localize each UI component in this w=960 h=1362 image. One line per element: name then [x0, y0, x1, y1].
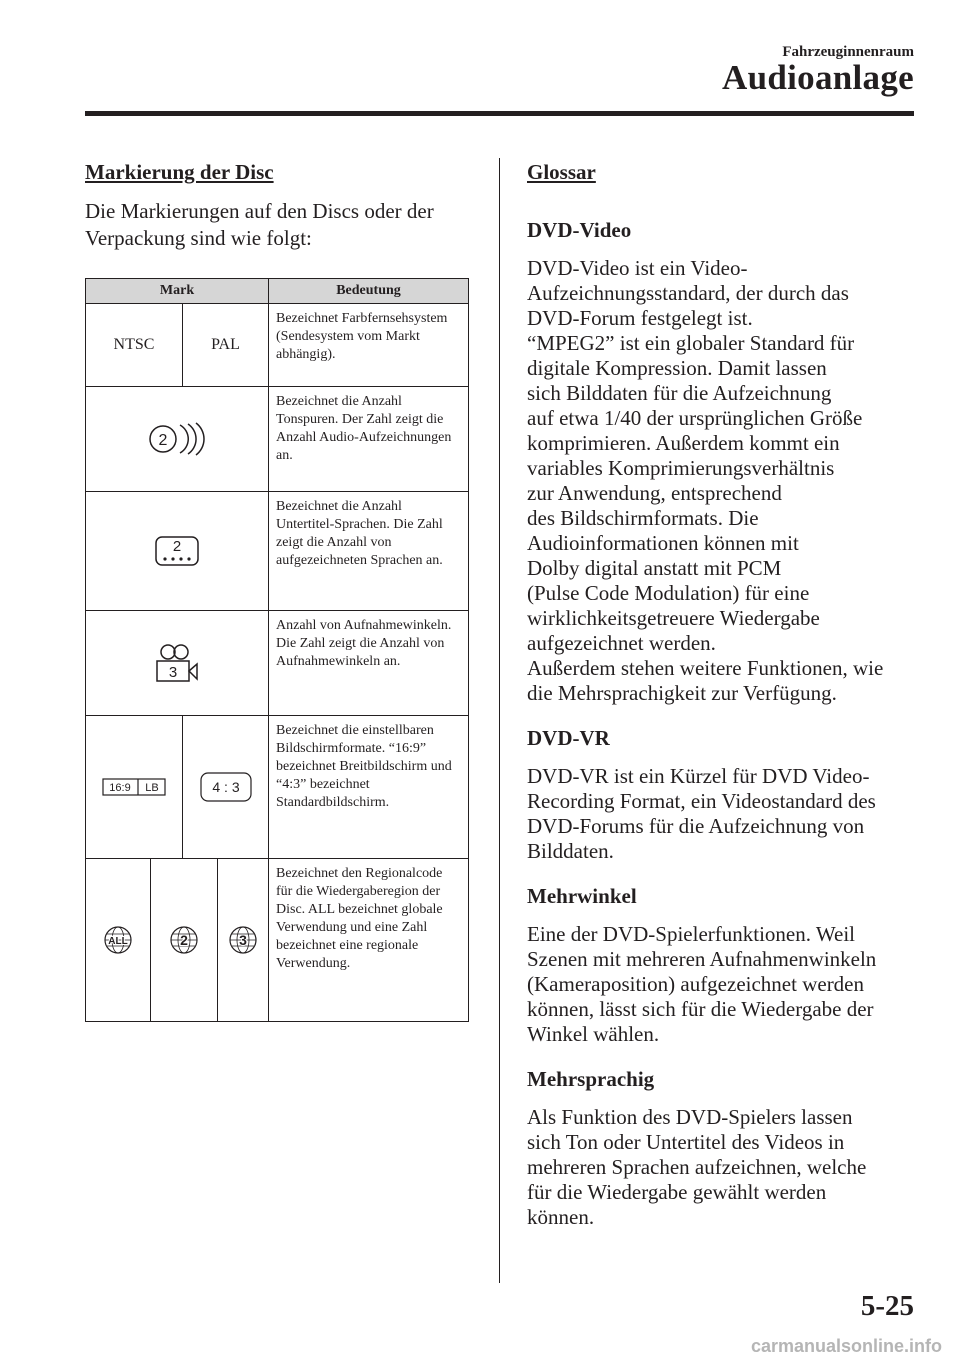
table-row: [86, 859, 469, 1022]
subtitle-icon: [153, 534, 201, 568]
region-2-text: 2: [180, 932, 188, 948]
header-section-label: Fahrzeuginnenraum: [782, 44, 914, 60]
standard-ratio-text: 4 : 3: [211, 779, 240, 795]
table-row: [86, 492, 469, 611]
column-divider: [499, 158, 500, 1283]
mark-cell: [86, 716, 269, 859]
mark-description: Bezeichnet den Regionalcode für die Wiedergaberegion der Disc. ALL bezeichnet globale Verwendung und eine Zahl bezeichnet eine regionale Verwendung.: [269, 859, 469, 1022]
region-all-text: ALL: [108, 936, 128, 947]
mark-cell: [86, 859, 269, 1022]
region-2-globe-icon: [168, 924, 200, 956]
glossary-term: DVD-Video: [527, 218, 632, 242]
mark-description: Anzahl von Aufnahmewinkeln. Die Zahl zeigt die Anzahl von Aufnahmewinkeln an.: [269, 611, 469, 716]
header-rule: [85, 111, 914, 116]
disc-marks-table: [85, 278, 469, 1022]
mark-cell: [86, 611, 269, 716]
mark-cell: [86, 387, 269, 492]
header-title: Audioanlage: [722, 58, 914, 97]
header-meaning: Bedeutung: [269, 279, 469, 304]
mark-widescreen: [86, 716, 183, 858]
glossary-term: DVD-VR: [527, 726, 610, 750]
camera-angle-icon: [151, 641, 203, 685]
subtitle-number: 2: [172, 538, 182, 555]
section-heading: Markierung der Disc: [85, 160, 274, 184]
glossary-definition: DVD-Video ist ein Video- Aufzeichnungsstandard, der durch das DVD-Forum festgelegt ist. “MPEG2” ist ein globaler Standard für digitale Kompression. Damit lassen sich Bilddaten für die Aufzeichnung auf etwa 1/40 der ursprünglichen Größe komprimieren. Außerdem kommt ein variables Komprimierungsverhältnis zur Anwendung, entsprechend des Bildschirmformats. Die Audioinformationen können mit Dolby digital anstatt mit PCM (Pulse Code Modulation) für eine wirklichkeitsgetreuere Wiedergabe aufgezeichnet werden. Außerdem stehen weitere Funktionen, wie die Mehrsprachigkeit zur Verfügung.: [527, 256, 884, 705]
intro-text: Die Markierungen auf den Discs oder der Verpackung sind wie folgt:: [85, 199, 434, 250]
watermark: carmanualsonline.info: [750, 1336, 942, 1356]
mark-region-3: [218, 859, 268, 1021]
mark-cell: [86, 492, 269, 611]
glossary-definition: Als Funktion des DVD-Spielers lassen sich Ton oder Untertitel des Videos in mehreren Sprachen aufzeichnen, welche für die Wiedergabe gewählt werden können.: [527, 1105, 867, 1229]
mark-description: Bezeichnet Farbfernsehsystem (Sendesystem vom Markt abhängig).: [269, 304, 469, 387]
glossary-title: Glossar: [527, 160, 596, 184]
glossary-term: Mehrsprachig: [527, 1067, 655, 1091]
table-header-row: [86, 279, 469, 304]
table-row: [86, 611, 469, 716]
mark-description: Bezeichnet die Anzahl Tonspuren. Der Zahl zeigt die Anzahl Audio-Aufzeichnungen an.: [269, 387, 469, 492]
camera-angle-number: 3: [168, 664, 178, 681]
left-column: [85, 158, 469, 252]
letterbox-text: LB: [145, 782, 159, 794]
header-mark: Mark: [86, 279, 269, 304]
audio-tracks-icon: [147, 419, 207, 459]
region-all-globe-icon: [102, 924, 134, 956]
glossary-column: [527, 158, 917, 1230]
mark-region-2: [151, 859, 218, 1021]
widescreen-lb-icon: [102, 777, 166, 797]
mark-cell: [86, 304, 269, 387]
mark-pal: PAL: [211, 336, 240, 353]
glossary-term: Mehrwinkel: [527, 884, 637, 908]
standard-screen-icon: [199, 771, 253, 803]
audio-tracks-number: 2: [158, 432, 168, 449]
page-number: 5-25: [860, 1290, 914, 1322]
table-row: [86, 716, 469, 859]
mark-region-all: [86, 859, 151, 1021]
table-row: [86, 304, 469, 387]
mark-description: Bezeichnet die Anzahl Untertitel-Sprachen. Die Zahl zeigt die Anzahl von aufgezeichneten Sprachen an.: [269, 492, 469, 611]
mark-description: Bezeichnet die einstellbaren Bildschirmformate. “16:9” bezeichnet Breitbildschirm und “4:3” bezeichnet Standardbildschirm.: [269, 716, 469, 859]
glossary-definition: Eine der DVD-Spielerfunktionen. Weil Szenen mit mehreren Aufnahmenwinkeln (Kameraposition) aufgezeichnet werden können, lässt sich für die Wiedergabe der Winkel wählen.: [527, 922, 877, 1046]
glossary-definition: DVD-VR ist ein Kürzel für DVD Video- Recording Format, ein Videostandard des DVD-Forums für die Aufzeichnung von Bilddaten.: [527, 764, 876, 863]
region-3-globe-icon: [227, 924, 259, 956]
widescreen-ratio-text: 16:9: [109, 782, 131, 794]
table-row: [86, 387, 469, 492]
region-3-text: 3: [239, 932, 247, 948]
mark-ntsc: NTSC: [86, 304, 183, 386]
mark-standard-screen: [183, 716, 268, 858]
